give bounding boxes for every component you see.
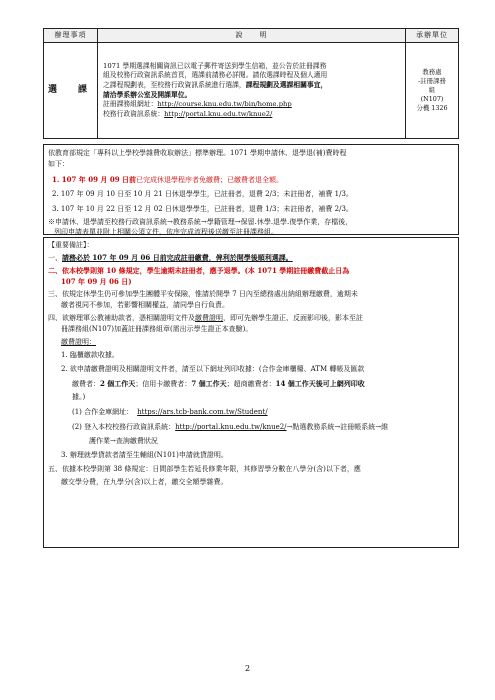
notes-title: 【重要備註】： [48, 241, 94, 249]
note-1: 一、請務必於 107 年 09 月 06 日前完成註冊繳費，俾利於開學後順利選課。 [48, 253, 293, 262]
refund-item-1: 1. 107 年 09 月 09 日前已完成休退學程序者免繳費；已繳費者退全額。 [52, 175, 284, 184]
note-3: 三、依規定休學生仍可參加學生團體平安保險，惟請於開學 7 日內至總務處出納組辦理繳費，逾期未 [48, 290, 358, 298]
item-course-selection: 選 課 [44, 43, 98, 139]
note-4-line-2: 冊課務組(N107)加蓋註冊課務組章(需出示學生證正本查驗)。 [61, 325, 253, 333]
course-url-line: 註冊課務組網址：http://course.knu.edu.tw/bin/home.php [103, 100, 292, 109]
proof-item-2a: (1) 合作金庫網址： https://ars.tcb-bank.com.tw/Student/ [72, 408, 268, 416]
refund-intro: 依教育部規定「專科以上學校學雜費收取辦法」標準辦理。1071 學期申請休、退學退(補)費時程 [48, 149, 347, 157]
refund-item-3: 3. 107 年 10 月 22 日至 12 月 02 日休退學學生，已註冊者，退費 1/3；未註冊者，補費 2/3。 [52, 205, 353, 213]
proof-item-2b-line-2: 護作業→查詢繳費狀況 [89, 437, 158, 445]
registration-table [43, 28, 459, 139]
page-number: 2 [244, 664, 251, 673]
header-unit: 承辦單位 [406, 29, 459, 43]
unit-cell: 教務處 -註冊課務 組 (N107) 分機 1326 [406, 43, 459, 139]
proof-item-1: 1. 臨櫃繳款收據。 [61, 351, 119, 359]
tcb-bank-link[interactable]: https://ars.tcb-bank.com.tw/Student/ [137, 408, 268, 416]
note-5: 五、依據本校學則第 38 條規定：日間部學生若延長修業年限，其修習學分數在八學分(含)以下者，應 [48, 465, 361, 473]
portal-link[interactable]: http://portal.knu.edu.tw/knue2/ [175, 423, 287, 431]
course-selection-description [98, 43, 406, 139]
payment-proof-label: 繳費證明： [61, 338, 96, 346]
header-item: 辦理事項 [44, 29, 98, 43]
proof-item-2-line-2: 繳費者：2 個工作天；信用卡繳費者：7 個工作天；超商繳費者：14 個工作天後可上網列印收 [72, 379, 365, 388]
refund-note-2: 列印申請表單並附上相關公須文件，依序完成流程後送繳至註冊課務組。 [54, 228, 278, 236]
desc-line: 組及校務行政資訊系統首頁，選課前請務必詳閱。請依選課時程及個人適用 [103, 71, 328, 80]
desc-line: 之課程規劃表，至校務行政資訊系統進行選課，課程規劃及選課相關事宜， [103, 80, 328, 89]
portal-url-link[interactable]: http://portal.knu.edu.tw/knue2/ [164, 109, 273, 118]
desc-line: 請洽學系辦公室及開課單位。 [103, 90, 192, 99]
note-3-line-2: 繳者視同不參加，若影響相關權益，請同學自行負責。 [61, 301, 229, 309]
proof-item-2: 2. 欲申請繳費證明及相關證明文件者，請至以下網址列印收據：(合作金庫櫃檯、ATM 轉帳及匯款 [61, 365, 365, 373]
proof-item-3: 3. 辦理就學貸款者請至生輔組(N101)申請就貸證明。 [61, 451, 228, 459]
note-4: 四、欲辦理軍公教補助款者，憑相關證明文件及繳費證明，即可先辦學生證正、反面影印後，影本至註 [48, 314, 363, 322]
refund-intro-2: 如下： [48, 160, 69, 168]
note-5-line-2: 繳交學分費，在九學分(含)以上者，繳交全額學雜費。 [61, 478, 228, 486]
refund-note: ※申請休、退學請至校務行政資訊系統→教務系統→學籍管理→保留.休學.退學.復學作業，存檔後， [48, 218, 353, 226]
course-url-link[interactable]: http://course.knu.edu.tw/bin/home.php [157, 100, 292, 109]
note-2: 二、依本校學則第 10 條規定，學生逾期未註冊者，應予退學。(本 1071 學期註冊繳費截止日為 [48, 266, 350, 275]
refund-policy-box [43, 144, 459, 235]
important-notes-box [43, 237, 459, 548]
header-description: 說 明 [98, 29, 406, 43]
proof-item-2-line-3: 據。) [72, 393, 86, 401]
note-2-line-2: 107 年 09 月 06 日) [61, 277, 132, 286]
proof-item-2b: (2) 登入本校校務行政資訊系統：http://portal.knu.edu.tw/knue2/→點選教務系統→註冊帳系統→維 [72, 423, 389, 431]
desc-line: 1071 學期選課相關資訊已以電子郵件寄送到學生信箱，並公告於註冊課務 [103, 61, 327, 70]
refund-item-2: 2. 107 年 09 月 10 日至 10 月 21 日休退學學生，已註冊者，退費 2/3；未註冊者，補費 1/3。 [52, 190, 353, 198]
portal-url-line: 校務行政資訊系統：http://portal.knu.edu.tw/knue2/ [103, 109, 273, 118]
